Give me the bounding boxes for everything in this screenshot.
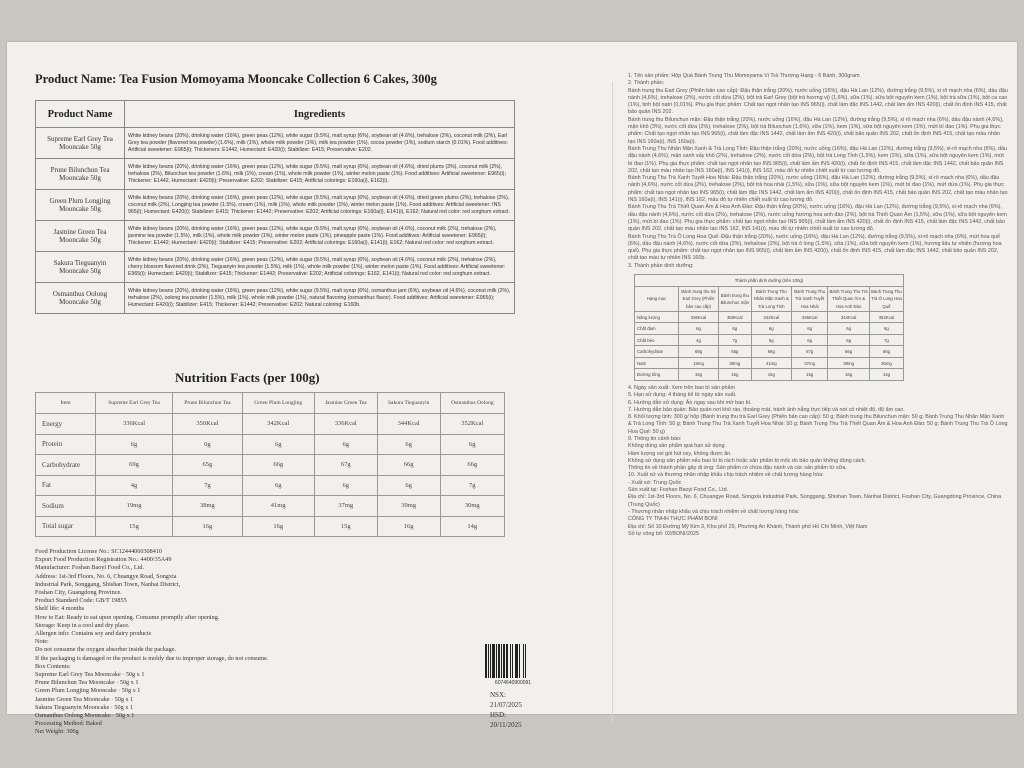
value-cell: 19mg bbox=[679, 357, 719, 369]
info-line: Sakura Tieguanyin Mooncake · 50g x 1 bbox=[35, 703, 133, 711]
ingredients-table bbox=[35, 100, 515, 314]
info-line: Processing Method: Baked bbox=[35, 720, 102, 728]
info-line: Osmanthus Oolong Mooncake · 50g x 1 bbox=[35, 712, 135, 720]
ingredients-cell: White kidney beans (20%), drinking water (16%), green peas (12%), white sugar (9.5%), malt syrup (6%), soybean oil (4.6%), trehalose (2%), coconut milk (2%), Earl Grey tea powder (flavored tea powder) (1.6%), milk (1%), whole milk powder (1%), milk tea powder (1%), cocoa powder (1%), sodium starch (0.01%). Food additives: Artificial sweetener: E965(i); Thickeners: E1442, Humectant: E420(i); Stabilizer: E415; Preservative: E202. bbox=[125, 128, 515, 159]
value-cell: 30mg bbox=[869, 357, 903, 369]
vn-table-caption: Thành phần dinh dưỡng (trên 100g) bbox=[635, 275, 904, 287]
info-line: Green Plum Longjing Mooncake · 50g x 1 bbox=[35, 687, 141, 695]
table-row bbox=[635, 334, 904, 346]
column-header: Bánh trung thu Bilunchun mận bbox=[719, 287, 752, 312]
value-cell: 66g bbox=[440, 455, 505, 476]
product-name-cell: Supreme Earl Grey Tea Mooncake 50g bbox=[36, 128, 125, 159]
value-cell: 6g bbox=[242, 434, 314, 455]
vn-line: 2. Thành phần: bbox=[628, 80, 665, 87]
value-cell: 7g bbox=[869, 334, 903, 346]
value-cell: 6g bbox=[791, 323, 827, 335]
value-cell: 16g bbox=[828, 369, 870, 381]
value-cell: 6g bbox=[377, 434, 440, 455]
row-label: Chất béo bbox=[635, 334, 679, 346]
value-cell: 69g bbox=[96, 455, 173, 476]
value-cell: 30mg bbox=[440, 496, 505, 517]
value-cell: 6g bbox=[679, 323, 719, 335]
nutrition-header-row bbox=[36, 393, 505, 414]
value-cell: 6g bbox=[828, 323, 870, 335]
vn-line: 3. Thành phần dinh dưỡng: bbox=[628, 262, 694, 269]
column-header: Supreme Earl Grey Tea bbox=[96, 393, 173, 414]
value-cell: 14g bbox=[869, 369, 903, 381]
value-cell: 7g bbox=[440, 475, 505, 496]
header-item: Item bbox=[36, 393, 96, 414]
vn-nutrition-table bbox=[634, 274, 904, 381]
table-row bbox=[36, 414, 505, 435]
value-cell: 342Kcal bbox=[751, 311, 791, 323]
vn-line: Hàm lượng oxi gói hút oxy, không được ăn. bbox=[628, 450, 732, 457]
row-label: Energy bbox=[36, 414, 96, 435]
info-line: Prune Bilunchun Tea Mooncake · 50g x 1 bbox=[35, 679, 139, 687]
product-name-cell: Prune Bilunchun Tea Mooncake 50g bbox=[36, 159, 125, 190]
value-cell: 37mg bbox=[791, 357, 827, 369]
vn-line: Thông tin về thành phần gây dị ứng: Sản phẩm có chứa đậu nành và các sản phẩm từ sữa. bbox=[628, 465, 847, 472]
vn-line: Sản xuất tại: Foshan Baoyi Food Co., Ltd. bbox=[628, 487, 729, 494]
product-info-block bbox=[35, 548, 365, 737]
row-label: Năng lượng bbox=[635, 311, 679, 323]
barcode bbox=[485, 644, 541, 686]
value-cell: 6g bbox=[869, 323, 903, 335]
info-line: Supreme Earl Grey Tea Mooncake · 50g x 1 bbox=[35, 671, 145, 679]
info-line: Jasmine Green Tea Mooncake · 50g x 1 bbox=[35, 695, 134, 703]
table-row bbox=[36, 434, 505, 455]
vn-line: 6. Hướng dẫn sử dụng: Ăn ngay sau khi mở bao bì. bbox=[628, 399, 752, 406]
table-row bbox=[36, 159, 515, 190]
column-header: Jasmine Green Tea bbox=[314, 393, 377, 414]
product-name-cell: Sakura Tieguanyin Mooncake 50g bbox=[36, 252, 125, 283]
vn-line: 5. Hạn sử dụng: 4 tháng kể từ ngày sản xuất. bbox=[628, 392, 737, 399]
row-label: Protein bbox=[36, 434, 96, 455]
value-cell: 350Kcal bbox=[719, 311, 752, 323]
info-line: Manufacturer: Foshan Baoyi Food Co., Ltd. bbox=[35, 564, 144, 572]
header-product-name: Product Name bbox=[36, 101, 125, 128]
row-label: Đường tổng bbox=[635, 369, 679, 381]
value-cell: 16g bbox=[173, 516, 243, 537]
value-cell: 66g bbox=[828, 346, 870, 358]
column-header: Green Plum Longjing bbox=[242, 393, 314, 414]
value-cell: 6g bbox=[173, 434, 243, 455]
value-cell: 350Kcal bbox=[173, 414, 243, 435]
info-line: Shelf life: 4 months bbox=[35, 605, 84, 613]
product-title: Product Name: Tea Fusion Momoyama Mooncake Collection 6 Cakes, 300g bbox=[35, 72, 437, 86]
value-cell: 7g bbox=[719, 334, 752, 346]
row-label: Carbohydrate bbox=[635, 346, 679, 358]
table-row bbox=[36, 252, 515, 283]
value-cell: 41mg bbox=[242, 496, 314, 517]
table-row bbox=[635, 357, 904, 369]
value-cell: 6g bbox=[377, 475, 440, 496]
value-cell: 66g bbox=[242, 455, 314, 476]
value-cell: 6g bbox=[828, 334, 870, 346]
column-header: Prune Bilunchun Tea bbox=[173, 393, 243, 414]
row-label: Fat bbox=[36, 475, 96, 496]
expiry-date: HSD: 20/11/2025 bbox=[490, 711, 522, 729]
table-row bbox=[36, 475, 505, 496]
vn-header-row bbox=[635, 287, 904, 312]
info-line: Food Production License No.: SC12444060308410 bbox=[35, 548, 163, 555]
vn-paragraph: Địa chỉ: Số 10 Đường Mỹ Kim 3, Khu phố 29, Phường An Khánh, Thành phố Hồ Chí Minh, Việt Nam bbox=[628, 523, 868, 530]
info-line: Foshan City, Guangdong Province. bbox=[35, 589, 122, 597]
info-line: Industrial Park, Songgang, Shishan Town, Nanhai District, bbox=[35, 580, 181, 588]
column-header: Sakura Tieguanyin bbox=[377, 393, 440, 414]
vn-line: Không dùng sản phẩm quá hạn sử dụng. bbox=[628, 443, 727, 450]
value-cell: 336Kcal bbox=[679, 311, 719, 323]
table-row bbox=[635, 311, 904, 323]
info-line: Do not consume the oxygen absorber inside the package. bbox=[35, 646, 177, 654]
column-header: Bánh Trung Thu Trà Ô Long Hoa Quế bbox=[869, 287, 903, 312]
table-row bbox=[635, 369, 904, 381]
value-cell: 15g bbox=[791, 369, 827, 381]
value-cell: 15g bbox=[96, 516, 173, 537]
value-cell: 336Kcal bbox=[791, 311, 827, 323]
value-cell: 19mg bbox=[96, 496, 173, 517]
value-cell: 16g bbox=[719, 369, 752, 381]
package-label bbox=[7, 42, 1017, 736]
nutrition-title: Nutrition Facts (per 100g) bbox=[175, 370, 320, 385]
value-cell: 16g bbox=[377, 516, 440, 537]
value-cell: 352Kcal bbox=[869, 311, 903, 323]
ingredients-cell: White kidney beans (20%), drinking water (16%), green peas (12%), white sugar (9.5%), malt syrup (6%), soybean oil (4.6%), coconut milk (2%), trehalose (2%), cherry blossom flavored drink (2%), Tieguanyin tea powder (1.5%), milk (1%), whole milk powder (1%), winter melon paste (1%). Food additives: Artificial sweetener: E965(i); Humectant: E420(i); Stabilizer: E415; Thickener: E1442; Preservative: E202; Artificial colorings: E162, E141(i); Natural red color: red sorghum extract. bbox=[125, 252, 515, 283]
vn-paragraph: Bánh Trung Thu Trà Xanh Tuyết Hoa Nhài: Đậu thận trắng (20%), nước uống (16%), đậu Hà Lan (12%), đường trắng (9,5%), xi-rô mạch nha (6%), dầu đậu nành (4,6%), nước cốt dừa (2%), trehalose (2%), bột trà hoa nhài (1,5%), sữa (1%), sữa bột nguyên kem (1%), mứt bí đao (1%), mứt dứa (1%). Phụ gia thực phẩm: chất tạo ngọt nhân tạo INS 965(i), chất làm đặc INS 1442, chất làm ẩm INS 420(i), chất ổn định INS 415, chất bảo quản INS 202, chất tạo màu nhân tạo INS 160a(i), INS 141(i), INS 162, màu đỏ tự nhiên chiết xuất từ cao lương đỏ. bbox=[628, 175, 1008, 204]
barcode-bars bbox=[485, 644, 541, 678]
vn-line: - Xuất xứ: Trung Quốc bbox=[628, 479, 682, 486]
row-label: Sodium bbox=[36, 496, 96, 517]
info-line: Storage: Keep in a cool and dry place. bbox=[35, 621, 130, 629]
row-label: Total sugar bbox=[36, 516, 96, 537]
ingredients-cell: White kidney beans (20%), drinking water (16%), green peas (12%), white sugar (9.5%), malt syrup (6%), soybean oil (4.6%), dried green plums (2%), trehalose (2%), coconut milk (2%), Longjing tea powder (1.5%), cream (1%), milk (1%), whole milk powder (1%), winter melon paste (1%). Food additives: Artificial sweetener: INS 965(i); Humectant: E420(i); Stabilizer: E415; Thickener: E1442; Preservative: E202; Artificial colorings: E160a(i), E141(i), E162; Natural red color: red sorghum extract. bbox=[125, 190, 515, 221]
vn-paragraph: Bánh trung thu Bilunchun mận: Đậu thận trắng (20%), nước uống (16%), đậu Hà Lan (12%), đường trắng (9,5%), xi rô mạch nha (6%), dầu đậu nành (4,6%), mận khô (3%), nước cốt dừa (2%), trehalose (2%), bột trà Biluochun (1,6%), sữa (1%), kem (1%), sữa bột nguyên kem (1%), mứt bí đao (1%). Phụ gia thực phẩm: Chất tạo ngọt nhân tạo INS 965(i), chất làm đặc INS 1442, chất làm ẩm INS 420(i), chất bảo quản INS 202, chất ổn định INS 415, chất tạo màu nhân tạo INS 160a(i), INS 160a(i). bbox=[628, 116, 1004, 145]
table-row bbox=[635, 346, 904, 358]
value-cell: 344Kcal bbox=[377, 414, 440, 435]
info-line: Address: 1st-3rd Floors, No. 6, Chuangye Road, Songxia bbox=[35, 572, 177, 580]
value-cell: 336Kcal bbox=[314, 414, 377, 435]
value-cell: 16g bbox=[751, 369, 791, 381]
vn-paragraph: Địa chỉ: 1st-3rd Floors, No. 6, Chuangye Road, Songxia Industrial Park, Songgang, Shishan Town, Nanhai District, Foshan City, Guangdong Province, China (Trung Quốc) bbox=[628, 494, 1002, 508]
vn-paragraph: Bánh trung thu Earl Grey (Phiên bản cao cấp): Đậu thận trắng (20%), nước uống (16%), đậu Hà Lan (12%), đường trắng (9,5%), xi rô mạch nha (6%), dầu đậu nành (4,6%), trehalose (2%), nước cốt dừa (2%), bột trà Earl Grey (bột trà hương vị) (1,6%), sữa (1%), sữa bột nguyên kem (1%), bột trà sữa (1%), bột ca cao (1%), tinh bột natri (0,01%). Phụ gia thực phẩm: Chất tạo ngọt nhân tạo INS 965(i), chất làm đặc INS 1442, chất làm ẩm INS 420(i), chất ổn định INS 415, chất bảo quản INS 202. bbox=[628, 87, 1008, 116]
vn-line: 7. Hướng dẫn bảo quản: Bảo quản nơi khô ráo, thoáng mát, tránh ánh nắng trực tiếp và nơi có nhiệt độ, độ ẩm cao. bbox=[628, 406, 905, 413]
vn-paragraph: 8. Khối lượng tịnh: 300 g/ hộp (Bánh trung thu trà Earl Grey (Phiên bản cao cấp): 50 g; Bánh trung thu Bilunchun mận: 50 g; Bánh Trung Thu Nhân Mận Xanh & Trà Long Tỉnh: 50 g; Bánh Trung Thu Trà Xanh Tuyết Hoa Nhài: 50 g; Bánh Trung Thu Trà Thiết Quan Âm & Hoa Anh Đào: 50 g; Bánh Trung Thu Trà Ô Long Hoa Quế: 50 g) bbox=[628, 414, 1008, 435]
value-cell: 4g bbox=[679, 334, 719, 346]
table-row bbox=[36, 221, 515, 252]
value-cell: 38mg bbox=[719, 357, 752, 369]
row-label: Chất đạm bbox=[635, 323, 679, 335]
vn-line: CÔNG TY TNHH THỰC PHẨM BONI bbox=[628, 516, 718, 523]
column-header: Bánh Trung Thu Trà Thiết Quan Âm & Hoa Anh Đào bbox=[828, 287, 870, 312]
product-name-cell: Osmanthus Oolong Mooncake 50g bbox=[36, 283, 125, 314]
value-cell: 352Kcal bbox=[440, 414, 505, 435]
section-divider bbox=[612, 82, 613, 722]
ingredients-cell: White kidney beans (20%), drinking water (16%), green peas (12%), white sugar (9.5%), malt syrup (6%), soybean oil (4.6%), coconut milk (2%), trehalose (2%), jasmine tea powder (1.5%), milk (1%), whole milk powder (1%), winter melon paste (1%), pineapple paste (1%). Food additives: Artificial sweetener: E965(i); Thickener: E1442; Humectant: E420(i); Stabilizer: E415; Preservative: E202; Artificial colorings: E160a(i), E141(i), E162; Natural red color: red sorghum extract. bbox=[125, 221, 515, 252]
column-header: Bánh Trung Thu Trà Xanh Tuyết Hoa Nhài bbox=[791, 287, 827, 312]
vn-line: Số tự công bố: 02/BONI/2025 bbox=[628, 530, 700, 537]
info-line: Note: bbox=[35, 638, 49, 646]
table-row bbox=[36, 496, 505, 517]
vn-paragraph: Bánh Trung Thu Nhân Mận Xanh & Trà Long Tỉnh: Đậu thận trắng (20%), nước uống (16%), đậu Hà Lan (12%), đường trắng (9,5%), xi-rô mạch nha (6%), dầu đậu nành (4,6%), mận xanh sấy khô (2%), trehalose (2%), nước cốt dừa (2%), bột trà Long Tỉnh (1,5%), kem (1%), sữa (1%), sữa bột nguyên kem (1%), mứt bí đao (1%). Phụ gia thực phẩm: chất tạo ngọt nhân tạo INS 965(i), chất làm ẩm INS 420(i), chất ổn định INS 415, chất làm đặc INS 1442, chất bảo quản INS 202, chất tạo màu nhân tạo INS 160a(i), INS 141(i), INS 162, màu đỏ tự nhiên chiết xuất từ cao lương đỏ. bbox=[628, 145, 1008, 174]
value-cell: 342Kcal bbox=[242, 414, 314, 435]
row-label: Carbohydrate bbox=[36, 455, 96, 476]
product-name-cell: Jasmine Green Tea Mooncake 50g bbox=[36, 221, 125, 252]
info-line: Box Contents: bbox=[35, 662, 71, 670]
info-line: Export Food Production Registration No.: 4400/35A49 bbox=[35, 556, 172, 564]
info-line: Product Standard Code: GB/T 19855 bbox=[35, 597, 127, 605]
value-cell: 65g bbox=[719, 346, 752, 358]
ingredients-cell: White kidney beans (20%), drinking water (16%), green peas (12%), white sugar (9.5%), malt syrup (6%), osmanthus jam (6%), soybean oil (4.6%), coconut milk (2%), trehalose (2%), oolong tea powder (1.5%), milk (1%), whole milk powder (1%), natural flavoring (osmanthus flavor). Food additives: Artificial sweetener: E965(i); Humectant: E420(i); Stabilizer: E415; Thickener: E1442; Preservative: E202; Natural coloring: E160b. bbox=[125, 283, 515, 314]
value-cell: 6g bbox=[314, 434, 377, 455]
value-cell: 4g bbox=[96, 475, 173, 496]
value-cell: 15g bbox=[679, 369, 719, 381]
vn-line: Không sử dụng sản phẩm nếu bao bì bị rách hoặc sản phẩm bị mốc do bảo quản không đúng cách. bbox=[628, 457, 866, 464]
table-row bbox=[36, 190, 515, 221]
product-name-cell: Green Plum Longjing Mooncake 50g bbox=[36, 190, 125, 221]
value-cell: 6g bbox=[242, 475, 314, 496]
info-line: How to Eat: Ready to eat upon opening. Consume promptly after opening. bbox=[35, 613, 220, 621]
vn-line: 1. Tên sản phẩm: Hộp Quà Bánh Trung Thu Momoyama Vị Trà Thượng Hạng - 6 Bánh, 300gram bbox=[628, 73, 860, 79]
info-line: Net Weight: 300g bbox=[35, 728, 79, 736]
barcode-number: 6074640900091 bbox=[494, 680, 532, 686]
column-header: Bánh trung thu trà Earl Grey (Phiên bản cao cấp) bbox=[679, 287, 719, 312]
vn-line: - Thương nhân nhập khẩu và chịu trách nhiệm về chất lượng hàng hóa: bbox=[628, 508, 800, 515]
value-cell: 6g bbox=[791, 334, 827, 346]
vn-paragraph: Bánh Trung Thu Trà Thiết Quan Âm & Hoa Anh Đào: Đậu thận trắng (20%), nước uống (16%), đậu Hà Lan (12%), đường trắng (9,5%), xi-rô mạch nha (6%), dầu đậu nành (4,6%), nước cốt dừa (2%), trehalose (2%), nước uống hương hoa anh đào (2%), bột trà Thiết Quan Âm (1,5%), sữa (1%), sữa bột nguyên kem (1%), mứt bí đao (1%). Phụ gia thực phẩm: chất tạo ngọt nhân tạo INS 965(i), chất làm ẩm INS 420(i), chất ổn định INS 415, chất làm đặc INS 1442, chất bảo quản INS 202, chất tạo màu nhân tạo INS 162, INS 141(i), màu đỏ tự nhiên chiết xuất từ cao lương đỏ. bbox=[628, 204, 1007, 233]
vn-paragraph: Bánh Trung Thu Trà Ô Long Hoa Quế: Đậu thận trắng (20%), nước uống (16%), đậu Hà Lan (12%), đường trắng (9,5%), xi-rô mạch nha (6%), mứt hoa quế (6%), dầu đậu nành (4,6%), nước cốt dừa (2%), trehalose (2%), bột trà ô long (1,5%), sữa (1%), sữa bột nguyên kem (1%), hương liệu tự nhiên (hương hoa quế). Phụ gia thực phẩm: chất tạo ngọt nhân tạo INS 965(i), chất làm ẩm INS 420(i), chất ổn định INS 415, chất làm đặc INS 1442, chất bảo quản INS 202, chất tạo màu tự nhiên INS 160b. bbox=[628, 233, 1002, 262]
value-cell: 37mg bbox=[314, 496, 377, 517]
table-row bbox=[36, 128, 515, 159]
value-cell: 38mg bbox=[173, 496, 243, 517]
value-cell: 65g bbox=[173, 455, 243, 476]
value-cell: 6g bbox=[440, 434, 505, 455]
value-cell: 39mg bbox=[377, 496, 440, 517]
info-line: If the packaging is damaged or the product is moldy due to improper storage, do not consume. bbox=[35, 654, 269, 662]
value-cell: 14g bbox=[440, 516, 505, 537]
value-cell: 6g bbox=[719, 323, 752, 335]
vn-line: 9. Thông tin cảnh báo: bbox=[628, 435, 682, 442]
vn-line: 4. Ngày sản xuất: Xem trên bao bì sản phẩm bbox=[628, 384, 735, 391]
manufacture-date: NSX: 21/07/2025 bbox=[490, 691, 522, 709]
column-header: Bánh Trung Thu Nhân Mận Xanh & Trà Long Tỉnh bbox=[751, 287, 791, 312]
column-header: Hạng mục bbox=[635, 287, 679, 312]
value-cell: 41mg bbox=[751, 357, 791, 369]
value-cell: 67g bbox=[314, 455, 377, 476]
table-row bbox=[635, 323, 904, 335]
info-line: Allergen info: Contains soy and dairy products bbox=[35, 630, 152, 638]
value-cell: 66g bbox=[751, 346, 791, 358]
value-cell: 66g bbox=[869, 346, 903, 358]
value-cell: 39mg bbox=[828, 357, 870, 369]
value-cell: 6g bbox=[314, 475, 377, 496]
value-cell: 7g bbox=[173, 475, 243, 496]
value-cell: 16g bbox=[242, 516, 314, 537]
table-row bbox=[36, 455, 505, 476]
value-cell: 6g bbox=[96, 434, 173, 455]
value-cell: 66g bbox=[377, 455, 440, 476]
value-cell: 67g bbox=[791, 346, 827, 358]
value-cell: 336Kcal bbox=[96, 414, 173, 435]
ingredients-cell: White kidney beans (20%), drinking water (16%), green peas (12%), white sugar (9.5%), malt syrup (6%), soybean oil (4.6%), dried plums (3%), coconut milk (2%), trehalose (2%), Biluochun tea powder (1.6%), milk (1%), cream (1%), whole milk powder (1%), winter melon paste (1%). Food additives: Artificial sweetener: E965(i); Thickener: E1442, Humectant: E420(i); Preservative: E202; Stabilizer: E415; Artificial colorings: E160a(i), E162(i). bbox=[125, 159, 515, 190]
header-ingredients: Ingredients bbox=[125, 101, 515, 128]
nutrition-table bbox=[35, 392, 505, 537]
value-cell: 15g bbox=[314, 516, 377, 537]
row-label: Natri bbox=[635, 357, 679, 369]
table-row bbox=[36, 516, 505, 537]
table-row bbox=[36, 283, 515, 314]
value-cell: 6g bbox=[751, 334, 791, 346]
value-cell: 344Kcal bbox=[828, 311, 870, 323]
value-cell: 6g bbox=[751, 323, 791, 335]
vn-line: 10. Xuất xứ và thương nhân nhập khẩu chịu trách nhiệm về chất lượng hàng hóa: bbox=[628, 472, 824, 479]
column-header: Osmanthus Oolong bbox=[440, 393, 505, 414]
vietnamese-section bbox=[628, 73, 1008, 538]
barcode-bar bbox=[526, 644, 527, 678]
value-cell: 69g bbox=[679, 346, 719, 358]
dates-block bbox=[490, 690, 522, 730]
